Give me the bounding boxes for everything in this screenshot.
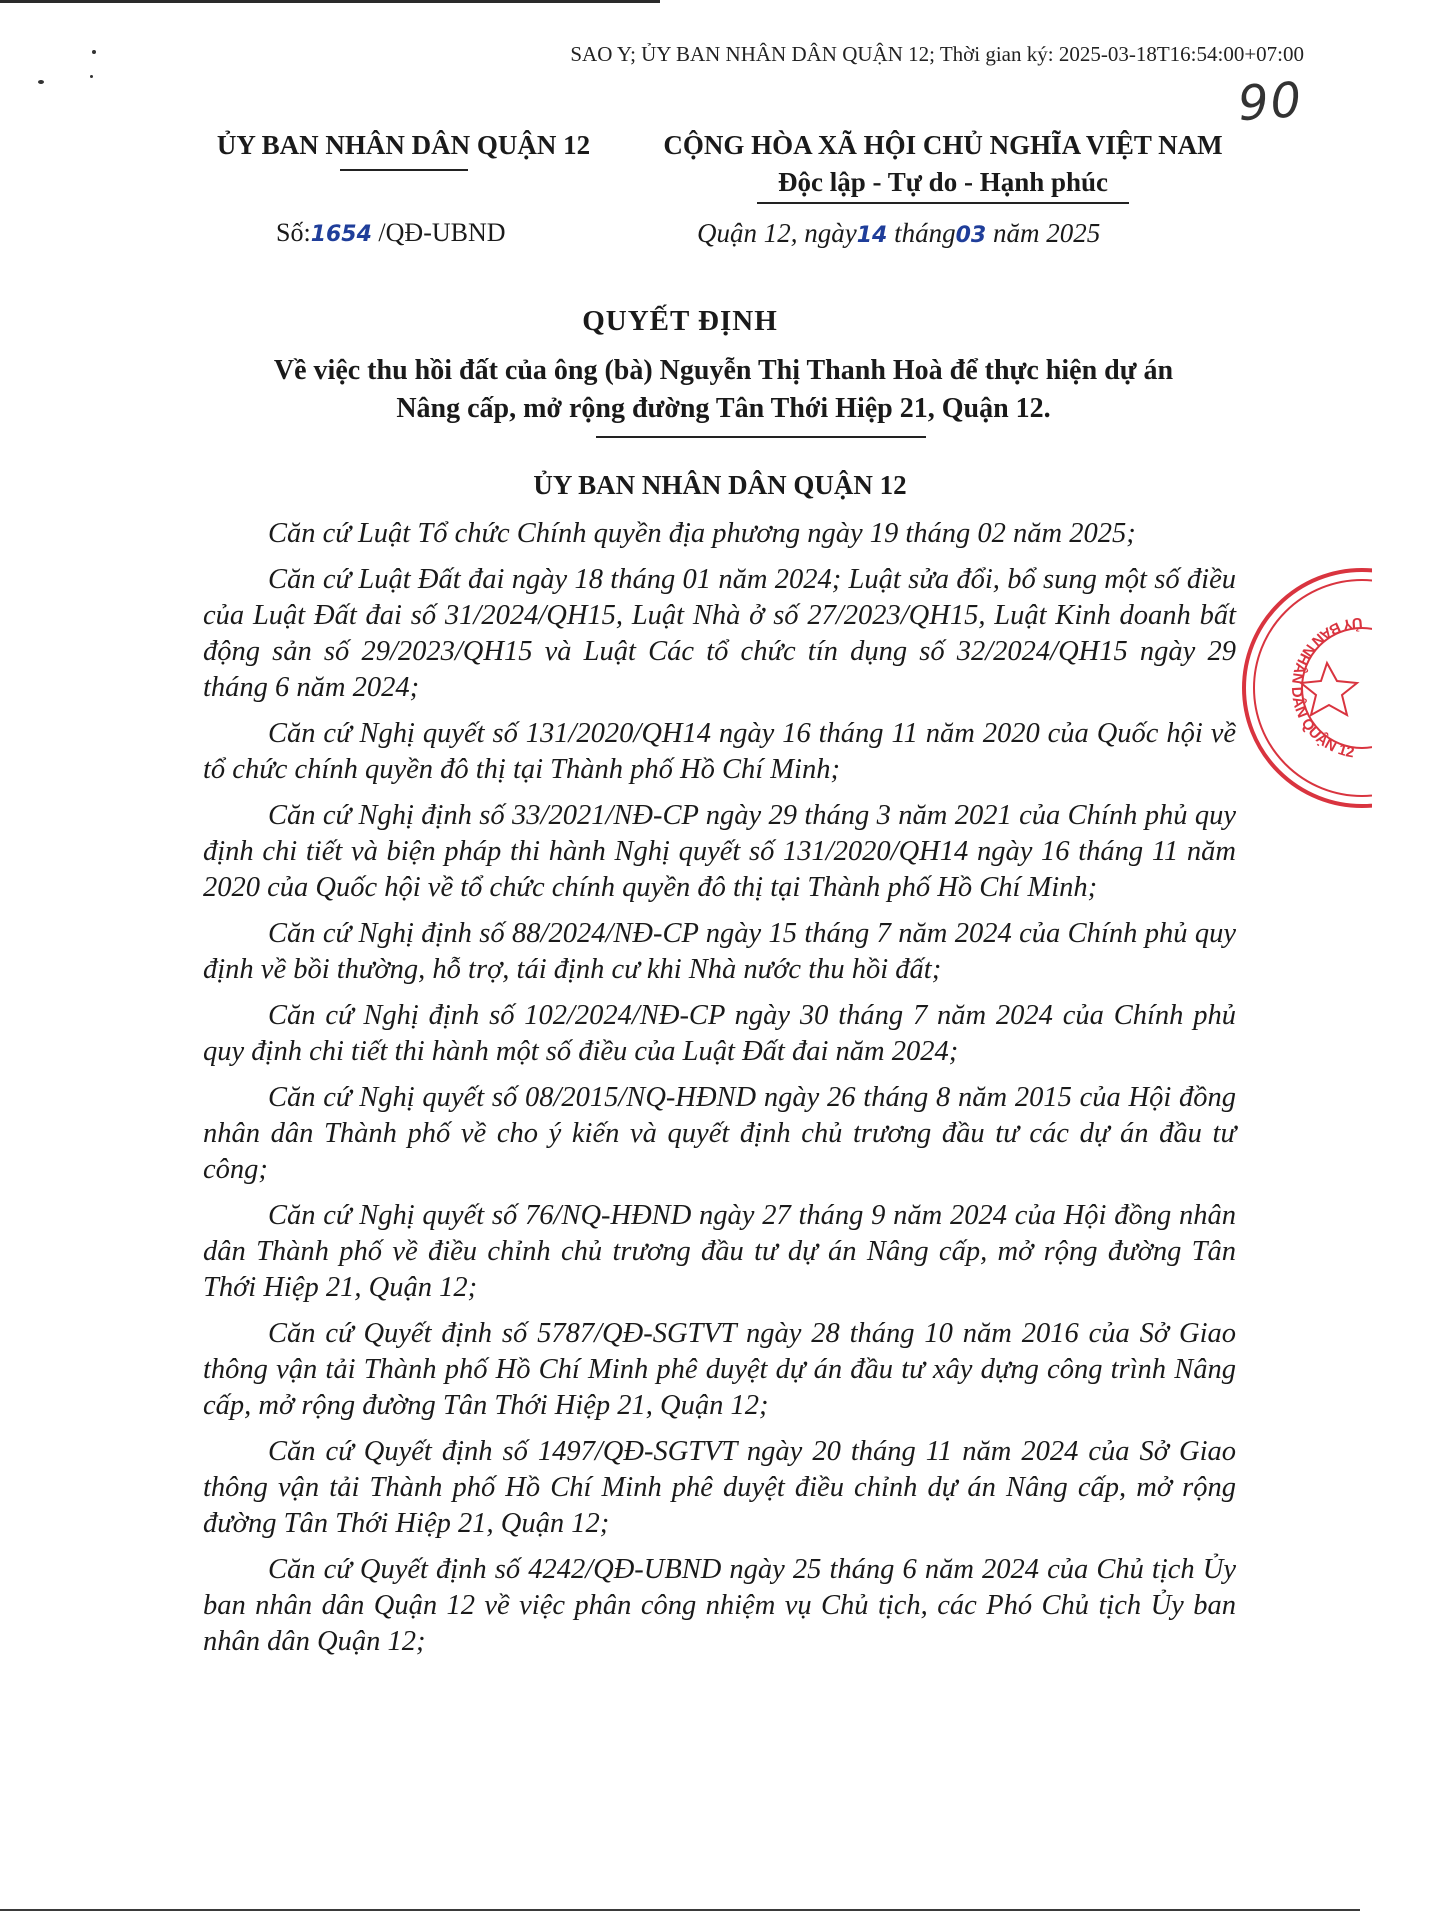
basis-paragraph: Căn cứ Nghị định số 88/2024/NĐ-CP ngày 15 tháng 7 năm 2024 của Chính phủ quy định về bồi thường, hỗ trợ, tái định cư khi Nhà nước thu hồi đất; [203,918,1236,985]
issuer-name: ỦY BAN NHÂN DÂN QUẬN 12 [216,130,591,160]
basis-paragraph: Căn cứ Nghị định số 33/2021/NĐ-CP ngày 29 tháng 3 năm 2021 của Chính phủ quy định chi tiết và biện pháp thi hành Nghị quyết số 131/2020/QH14 ngày 16 tháng 11 năm 2020 của Quốc hội về tổ chức chính quyền đô thị tại Thành phố Hồ Chí Minh; [203,800,1236,903]
date-day-handwritten: 14 [856,223,888,248]
motto-underline [757,202,1129,204]
scan-speck [90,75,93,78]
date-prefix: Quận 12, ngày [697,218,857,248]
doc-number-handwritten: 1654 [310,222,372,247]
basis-paragraph: Căn cứ Nghị định số 102/2024/NĐ-CP ngày 30 tháng 7 năm 2024 của Chính phủ quy định chi tiết thi hành một số điều của Luật Đất đai năm 2024; [203,1000,1236,1067]
document-number [276,218,506,248]
certified-copy-header: SAO Y; ỦY BAN NHÂN DÂN QUẬN 12; Thời gian ký: 2025-03-18T16:54:00+07:00 [570,42,1304,66]
nation-name: CỘNG HÒA XÃ HỘI CHỦ NGHĨA VIỆT NAM [663,130,1223,160]
date-year: năm 2025 [993,218,1101,248]
date-month-label: tháng [894,218,956,248]
issuing-authority: ỦY BAN NHÂN DÂN QUẬN 12 [533,470,907,500]
legal-basis [203,516,1236,1670]
doc-number-suffix: /QĐ-UBND [378,218,506,247]
basis-paragraph: Căn cứ Nghị quyết số 08/2015/NQ-HĐND ngày 26 tháng 8 năm 2015 của Hội đồng nhân dân Thành phố về cho ý kiến và quyết định chủ trương đầu tư các dự án đầu tư công; [203,1082,1236,1185]
issuer-underline [340,169,468,171]
basis-paragraph: Căn cứ Nghị quyết số 131/2020/QH14 ngày 16 tháng 11 năm 2020 của Quốc hội về tổ chức chính quyền đô thị tại Thành phố Hồ Chí Minh; [203,718,1236,785]
official-seal-icon [1232,568,1372,808]
subject-line-1: Về việc thu hồi đất của ông (bà) Nguyễn Thị Thanh Hoà để thực hiện dự án [273,355,1174,386]
doc-number-prefix: Số: [276,218,311,247]
national-header [628,130,1258,204]
document-date [697,218,1100,249]
handwritten-page-number: 90 [1236,71,1305,133]
subject-line-2: Nâng cấp, mở rộng đường Tân Thới Hiệp 21, Quận 12. [396,393,1051,424]
date-month-handwritten: 03 [955,223,987,248]
document-subject [196,352,1251,428]
subject-underline [596,436,926,438]
basis-paragraph: Căn cứ Quyết định số 4242/QĐ-UBND ngày 25 tháng 6 năm 2024 của Chủ tịch Ủy ban nhân dân Quận 12 về việc phân công nhiệm vụ Chủ tịch, các Phó Chủ tịch Ủy ban nhân dân Quận 12; [203,1554,1236,1657]
basis-paragraph: Căn cứ Quyết định số 5787/QĐ-SGTVT ngày 28 tháng 10 năm 2016 của Sở Giao thông vận tải Thành phố Hồ Chí Minh phê duyệt dự án đầu tư xây dựng công trình Nâng cấp, mở rộng đường Tân Thới Hiệp 21, Quận 12; [203,1318,1236,1421]
issuer-header [196,130,611,171]
scan-edge-bottom [0,1909,1360,1911]
scan-speck [38,80,44,84]
basis-paragraph: Căn cứ Luật Đất đai ngày 18 tháng 01 năm 2024; Luật sửa đổi, bổ sung một số điều của Luật Đất đai số 31/2024/QH15, Luật Nhà ở số 27/2023/QH15, Luật Kinh doanh bất động sản số 29/2023/QH15 và Luật Các tổ chức tín dụng số 32/2024/QH15 ngày 29 tháng 6 năm 2024; [203,564,1236,703]
scan-edge-top [0,0,660,3]
svg-text:ỦY BAN NHÂN DÂN QUẬN 12: ỦY BAN NHÂN DÂN QUẬN 12 [1287,613,1364,762]
basis-paragraph: Căn cứ Quyết định số 1497/QĐ-SGTVT ngày 20 tháng 11 năm 2024 của Sở Giao thông vận tải Thành phố Hồ Chí Minh phê duyệt điều chỉnh dự án Nâng cấp, mở rộng đường Tân Thới Hiệp 21, Quận 12; [203,1436,1236,1539]
scan-speck [92,50,96,54]
basis-paragraph: Căn cứ Nghị quyết số 76/NQ-HĐND ngày 27 tháng 9 năm 2024 của Hội đồng nhân dân Thành phố về điều chỉnh chủ trương đầu tư dự án Nâng cấp, mở rộng đường Tân Thới Hiệp 21, Quận 12; [203,1200,1236,1303]
basis-paragraph: Căn cứ Luật Tổ chức Chính quyền địa phương ngày 19 tháng 02 năm 2025; [268,518,1136,549]
document-title: QUYẾT ĐỊNH [582,305,778,337]
national-motto: Độc lập - Tự do - Hạnh phúc [777,167,1109,197]
